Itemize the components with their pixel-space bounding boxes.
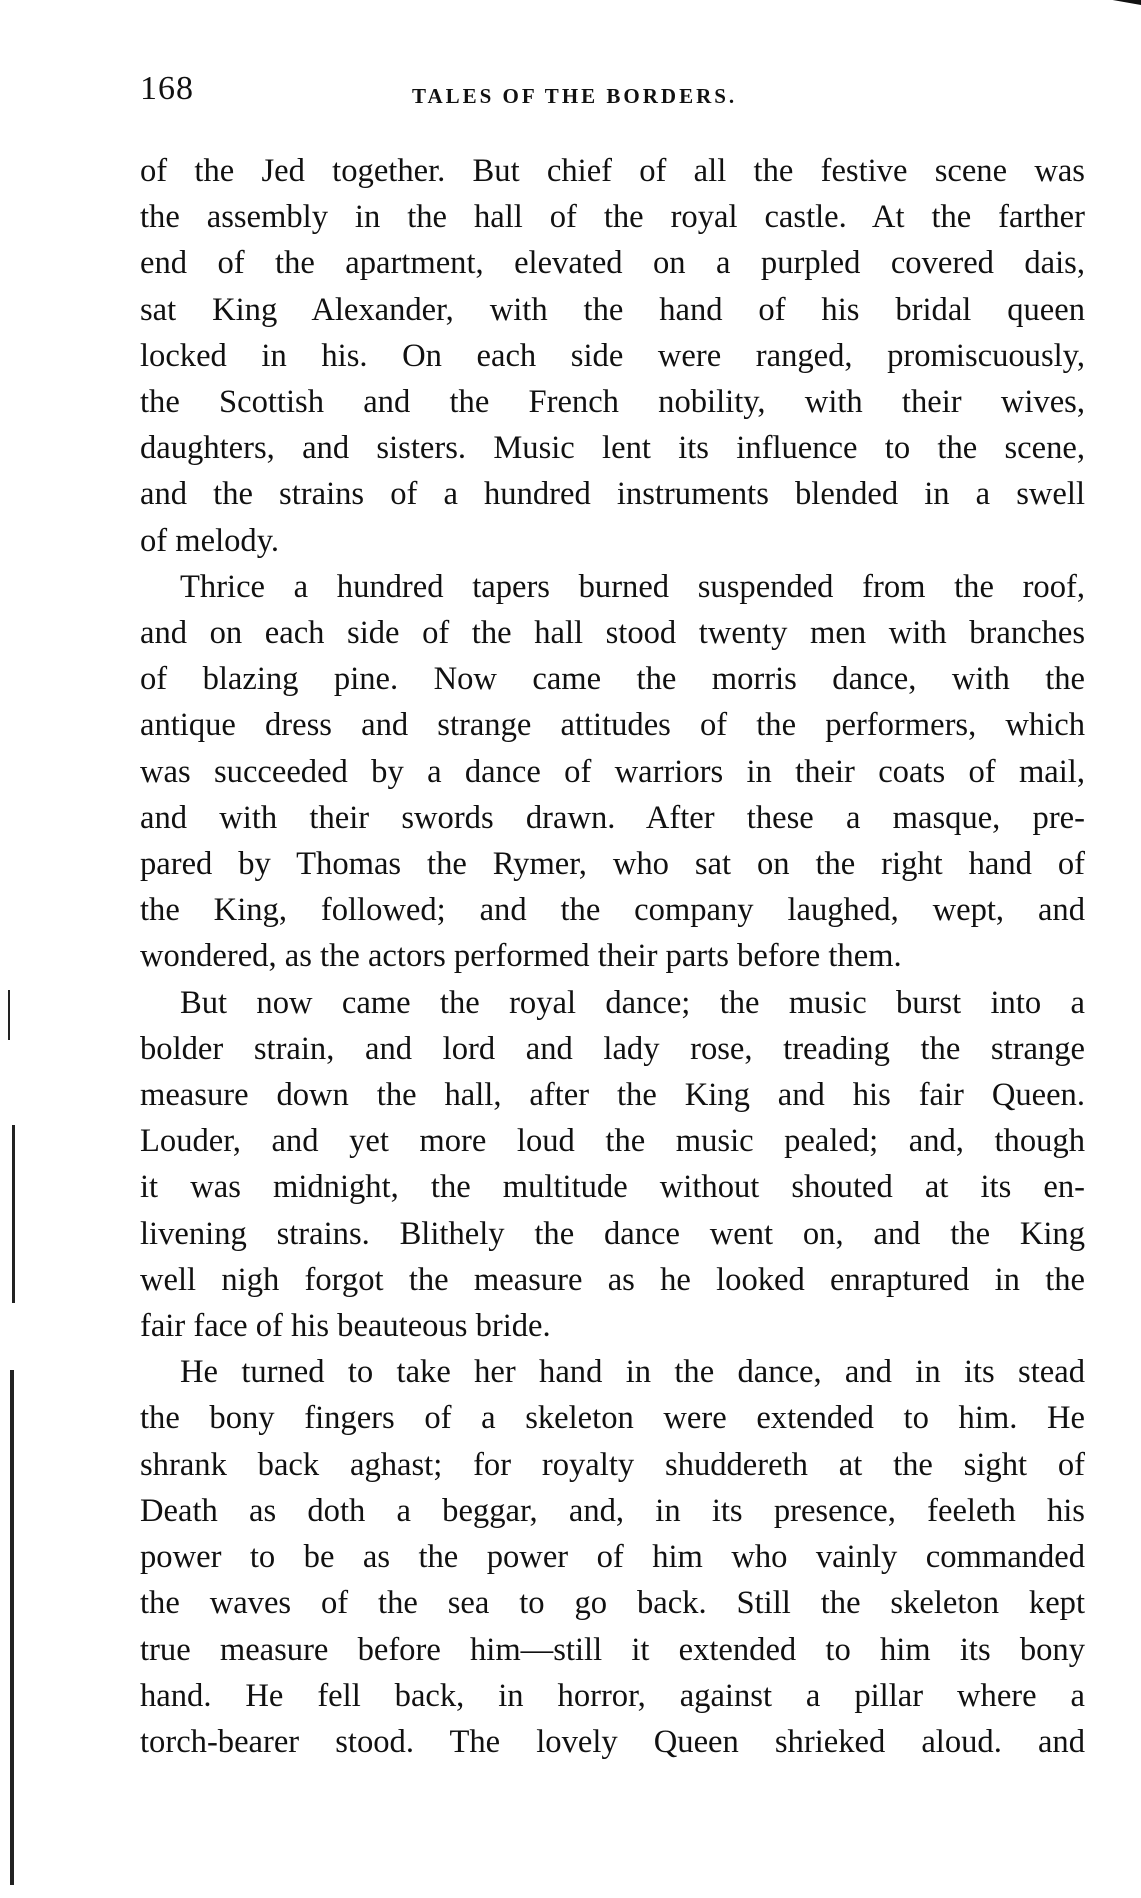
text-line: the Scottish and the French nobility, with their wives, — [140, 384, 1085, 421]
text-line: He turned to take her hand in the dance, and in its stead — [180, 1354, 1085, 1391]
text-line: measure down the hall, after the King and his fair Queen. — [140, 1077, 1085, 1114]
text-line: But now came the royal dance; the music burst into a — [180, 984, 1085, 1021]
text-line: Death as doth a beggar, and, in its presence, feeleth his — [140, 1492, 1085, 1529]
text-line: hand. He fell back, in horror, against a pillar where a — [140, 1677, 1085, 1714]
text-line: fair face of his beauteous bride. — [140, 1308, 551, 1345]
text-line: wondered, as the actors performed their parts before them. — [140, 938, 902, 975]
body-text — [140, 148, 1085, 1765]
text-line: of melody. — [140, 522, 280, 559]
page-number: 168 — [140, 70, 194, 107]
text-line: of the Jed together. But chief of all the festive scene was — [140, 153, 1085, 189]
text-line: pared by Thomas the Rymer, who sat on the right hand of — [140, 846, 1085, 883]
margin-scan-mark — [12, 1125, 15, 1303]
text-line: locked in his. On each side were ranged, promiscuously, — [140, 337, 1085, 374]
text-line: well nigh forgot the measure as he looked enraptured in the — [140, 1261, 1085, 1298]
text-line: bolder strain, and lord and lady rose, treading the strange — [140, 1030, 1085, 1067]
text-line: was succeeded by a dance of warriors in their coats of mail, — [140, 753, 1085, 790]
paragraph — [140, 564, 1085, 980]
text-line: the bony fingers of a skeleton were extended to him. He — [140, 1400, 1085, 1437]
text-line: Louder, and yet more loud the music pealed; and, though — [140, 1123, 1085, 1160]
text-line: livening strains. Blithely the dance went on, and the King — [140, 1215, 1085, 1252]
text-line: power to be as the power of him who vainly commanded — [140, 1539, 1085, 1576]
text-line: and with their swords drawn. After these a masque, pre- — [140, 799, 1085, 836]
text-line: the King, followed; and the company laughed, wept, and — [140, 892, 1085, 929]
paragraph — [140, 980, 1085, 1350]
paragraph — [140, 148, 1085, 564]
page-header — [140, 70, 1085, 120]
text-line: sat King Alexander, with the hand of his bridal queen — [140, 291, 1085, 328]
text-line: shrank back aghast; for royalty shuddereth at the sight of — [140, 1446, 1085, 1483]
margin-scan-mark — [8, 990, 10, 1040]
text-line: antique dress and strange attitudes of the performers, which — [140, 707, 1085, 744]
text-line: and the strains of a hundred instruments blended in a swell — [140, 476, 1085, 513]
text-line: torch-bearer stood. The lovely Queen shrieked aloud. and — [140, 1723, 1085, 1760]
text-line: Thrice a hundred tapers burned suspended from the roof, — [180, 568, 1085, 605]
page-corner-mark — [1085, 0, 1141, 27]
text-line: end of the apartment, elevated on a purpled covered dais, — [140, 245, 1085, 282]
running-head: TALES OF THE BORDERS. — [412, 84, 738, 108]
text-line: daughters, and sisters. Music lent its influence to the scene, — [140, 430, 1085, 467]
text-line: and on each side of the hall stood twenty men with branches — [140, 615, 1085, 652]
margin-scan-mark — [10, 1370, 14, 1885]
text-line: true measure before him—still it extended to him its bony — [140, 1631, 1085, 1668]
text-line: it was midnight, the multitude without shouted at its en- — [140, 1169, 1085, 1206]
text-line: the waves of the sea to go back. Still the skeleton kept — [140, 1585, 1085, 1622]
text-line: of blazing pine. Now came the morris dance, with the — [140, 661, 1085, 698]
text-line: the assembly in the hall of the royal castle. At the farther — [140, 199, 1085, 236]
paragraph — [140, 1349, 1085, 1765]
